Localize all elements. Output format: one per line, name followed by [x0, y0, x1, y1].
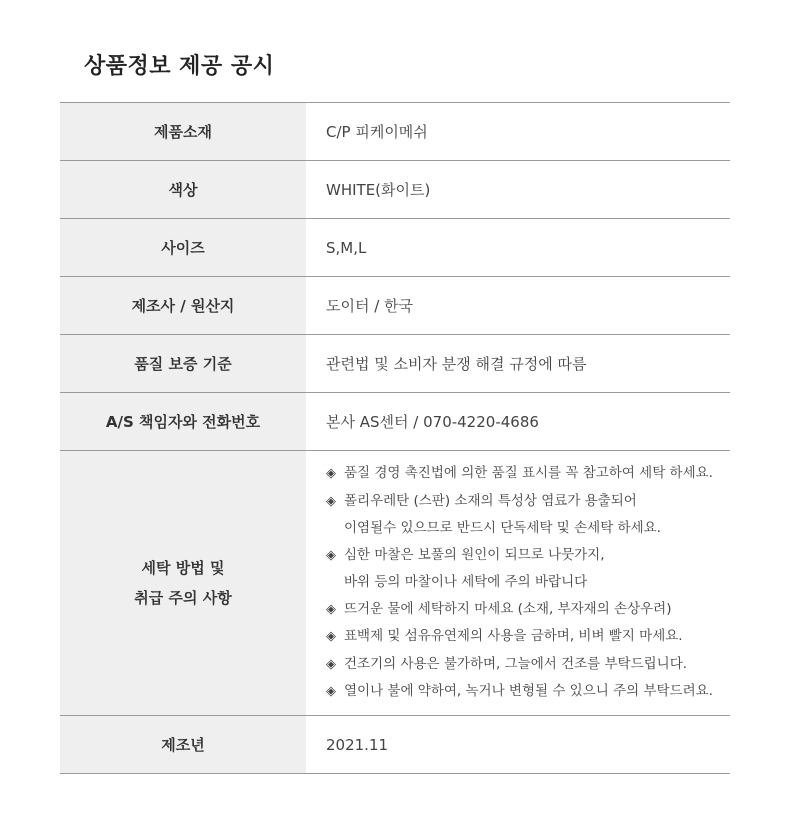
page-title: 상품정보 제공 공시: [84, 54, 275, 79]
care-label-line1: 세탁 방법 및: [141, 559, 225, 577]
care-item-text: 폴리우레탄 (스판) 소재의 특성상 염료가 용출되어: [344, 492, 637, 509]
list-item: [326, 623, 730, 651]
diamond-bullet-icon: ◈: [326, 656, 336, 672]
table-row-manufacture-date: [60, 716, 730, 774]
table-row-maker-origin: [60, 277, 730, 335]
row-value: 본사 AS센터 / 070-4220-4686: [326, 413, 539, 431]
diamond-bullet-icon: ◈: [326, 547, 336, 563]
diamond-bullet-icon: ◈: [326, 684, 336, 700]
care-item-text: 뜨거운 물에 세탁하지 마세요 (소재, 부자재의 손상우려): [344, 600, 672, 617]
row-label: 제조사 / 원산지: [60, 277, 306, 335]
care-item-text: 표백제 및 섬유유연제의 사용을 금하며, 비벼 빨지 마세요.: [344, 628, 683, 645]
list-item: [326, 596, 730, 624]
table-row-quality-standard: [60, 335, 730, 393]
care-item-text: 심한 마찰은 보풀의 원인이 되므로 나뭇가지,: [344, 546, 605, 563]
row-label: 제조년: [60, 716, 306, 774]
diamond-bullet-icon: ◈: [326, 601, 336, 617]
row-value: WHITE(화이트): [326, 181, 431, 199]
row-value: [306, 451, 730, 716]
row-label: A/S 책임자와 전화번호: [60, 393, 306, 451]
row-value: C/P 피케이메쉬: [326, 123, 428, 141]
row-value: 도이터 / 한국: [326, 297, 414, 315]
table-row-care-instructions: [60, 451, 730, 716]
list-item: [326, 542, 730, 596]
row-label: [60, 451, 306, 716]
care-item-text: 열이나 불에 약하여, 녹거나 변형될 수 있으니 주의 부탁드려요.: [344, 683, 713, 700]
row-value: 관련법 및 소비자 분쟁 해결 규정에 따름: [326, 355, 587, 373]
care-label-line2: 취급 주의 사항: [134, 589, 232, 607]
row-label: 제품소재: [60, 103, 306, 161]
care-item-text: 건조기의 사용은 불가하며, 그늘에서 건조를 부탁드립니다.: [344, 655, 688, 672]
list-item: [326, 651, 730, 679]
care-item-continuation: 바위 등의 마찰이나 세탁에 주의 바랍니다: [344, 574, 588, 591]
row-value: 2021.11: [326, 735, 389, 754]
row-label: 색상: [60, 161, 306, 219]
list-item: [326, 678, 730, 706]
care-item-text: 품질 경영 촉진법에 의한 품질 표시를 꼭 참고하여 세탁 하세요.: [344, 465, 713, 482]
table-row-color: [60, 161, 730, 219]
diamond-bullet-icon: ◈: [326, 493, 336, 509]
list-item: [326, 488, 730, 542]
row-label: 품질 보증 기준: [60, 335, 306, 393]
diamond-bullet-icon: ◈: [326, 466, 336, 482]
diamond-bullet-icon: ◈: [326, 629, 336, 645]
list-item: [326, 460, 730, 488]
product-info-table: [60, 102, 730, 774]
table-row-material: [60, 103, 730, 161]
table-row-size: [60, 219, 730, 277]
care-item-continuation: 이염될수 있으므로 반드시 단독세탁 및 손세탁 하세요.: [344, 520, 661, 537]
row-label: 사이즈: [60, 219, 306, 277]
table-row-as-contact: [60, 393, 730, 451]
row-value: S,M,L: [326, 238, 367, 257]
care-instruction-list: [326, 460, 730, 706]
